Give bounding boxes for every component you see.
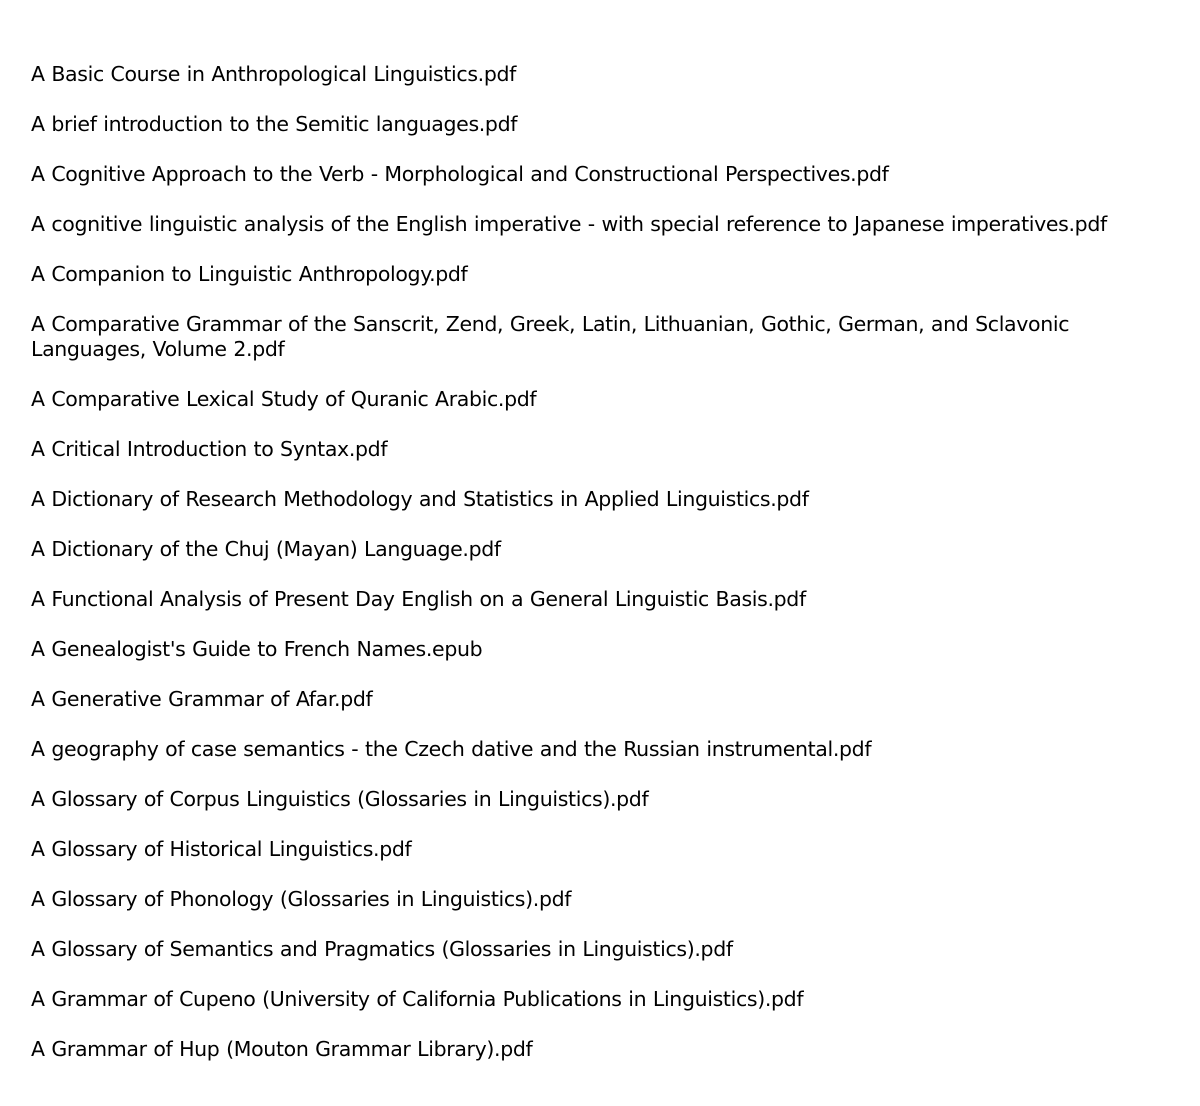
file-name: A Glossary of Semantics and Pragmatics (Glossaries in Linguistics).pdf — [31, 937, 733, 961]
file-name: A Critical Introduction to Syntax.pdf — [31, 437, 388, 461]
file-name: A Dictionary of the Chuj (Mayan) Language.pdf — [31, 537, 501, 561]
file-name: A Companion to Linguistic Anthropology.pdf — [31, 262, 468, 286]
file-name: A Generative Grammar of Afar.pdf — [31, 687, 373, 711]
file-name: A geography of case semantics - the Czech dative and the Russian instrumental.pdf — [31, 737, 872, 761]
file-name: A Genealogist's Guide to French Names.epub — [31, 637, 483, 661]
file-name: A brief introduction to the Semitic languages.pdf — [31, 112, 518, 136]
file-list — [31, 62, 1181, 1087]
file-name: A Grammar of Cupeno (University of California Publications in Linguistics).pdf — [31, 987, 804, 1011]
file-name: A Glossary of Phonology (Glossaries in Linguistics).pdf — [31, 887, 572, 911]
file-name: A Cognitive Approach to the Verb - Morphological and Constructional Perspectives.pdf — [31, 162, 889, 186]
file-name: A Glossary of Corpus Linguistics (Glossaries in Linguistics).pdf — [31, 787, 649, 811]
file-name: A Basic Course in Anthropological Linguistics.pdf — [31, 62, 517, 86]
file-name: A Comparative Grammar of the Sanscrit, Zend, Greek, Latin, Lithuanian, Gothic, German, and Sclavonic Languages, Volume 2.pdf — [31, 312, 1070, 361]
file-name: A Functional Analysis of Present Day English on a General Linguistic Basis.pdf — [31, 587, 806, 611]
file-name: A Comparative Lexical Study of Quranic Arabic.pdf — [31, 387, 537, 411]
file-name: A Dictionary of Research Methodology and Statistics in Applied Linguistics.pdf — [31, 487, 809, 511]
file-name: A Grammar of Hup (Mouton Grammar Library).pdf — [31, 1037, 533, 1061]
file-name: A cognitive linguistic analysis of the English imperative - with special reference to Japanese imperatives.pdf — [31, 212, 1107, 236]
file-name: A Glossary of Historical Linguistics.pdf — [31, 837, 412, 861]
